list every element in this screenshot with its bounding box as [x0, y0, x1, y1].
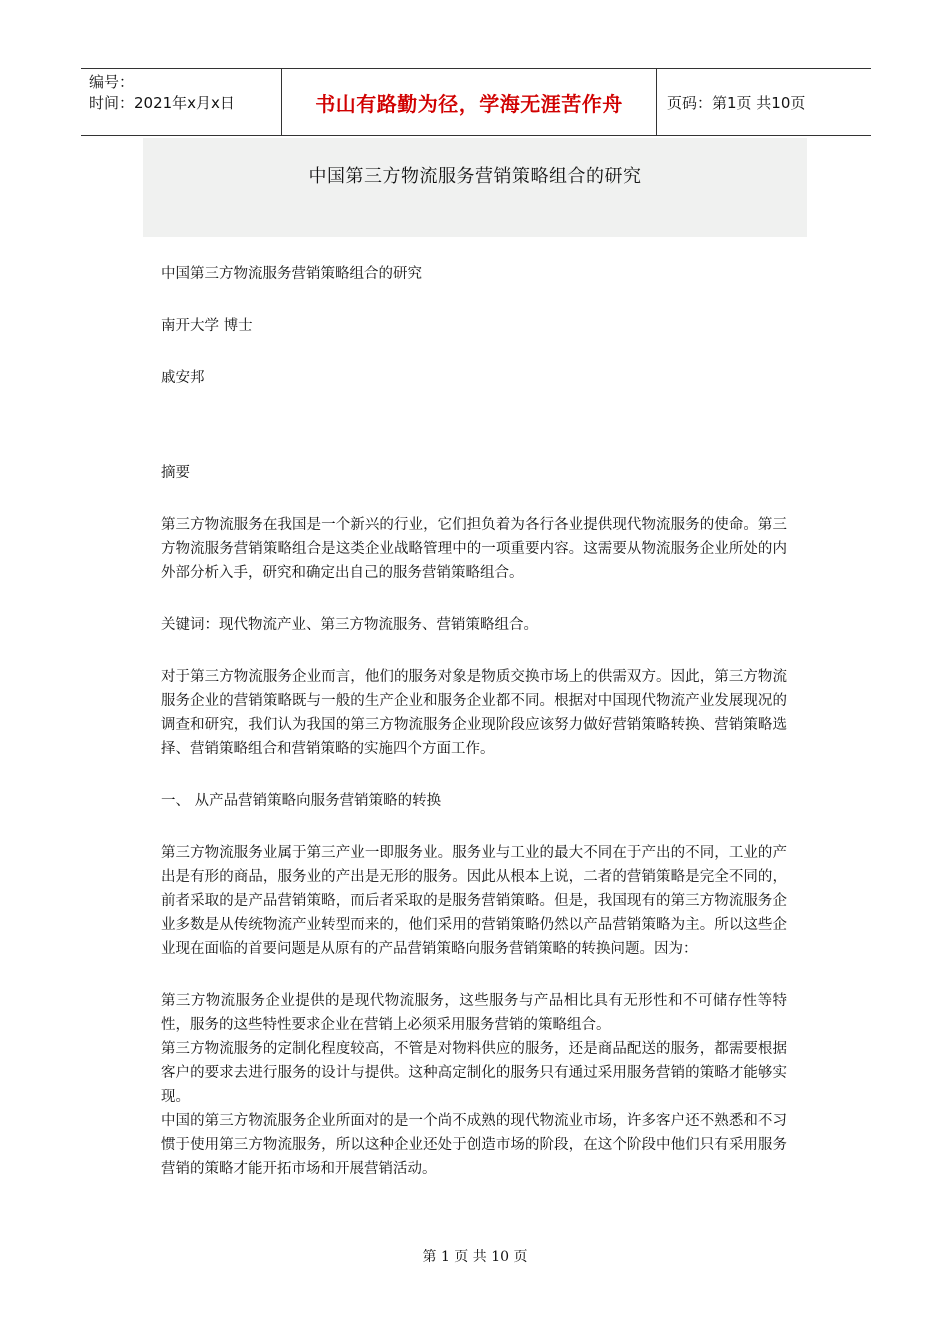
header-page-info: 页码：第1页 共10页	[667, 93, 806, 112]
author: 戚安邦	[161, 370, 205, 386]
document-title: 中国第三方物流服务营销策略组合的研究	[308, 166, 642, 187]
reason-1: 第三方物流服务企业提供的是现代物流服务，这些服务与产品相比具有无形性和不可储存性等特性，服务的这些特性要求企业在营销上必须采用服务营销的策略组合。	[161, 993, 787, 1033]
time-label: 时间：2021年x月x日	[89, 94, 235, 112]
abstract-heading: 摘要	[161, 465, 190, 481]
page-footer: 第 1 页 共 10 页	[422, 1249, 528, 1265]
reason-2: 第三方物流服务的定制化程度较高，不管是对物料供应的服务，还是商品配送的服务，都需要根据客户的要求去进行服务的设计与提供。这种高定制化的服务只有通过采用服务营销的策略才能够实现。	[161, 1041, 787, 1105]
section1-heading: 一、 从产品营销策略向服务营销策略的转换	[161, 793, 442, 809]
abstract-paragraph: 第三方物流服务在我国是一个新兴的行业，它们担负着为各行各业提供现代物流服务的使命。第三方物流服务营销策略组合是这类企业战略管理中的一项重要内容。这需要从物流服务企业所处的内外部分析入手，研究和确定出自己的服务营销策略组合。	[161, 517, 787, 581]
title-banner	[143, 138, 807, 237]
affiliation: 南开大学 博士	[161, 318, 253, 334]
header-motto: 书山有路勤为径，学海无涯苦作舟	[282, 69, 657, 135]
subtitle: 中国第三方物流服务营销策略组合的研究	[161, 266, 422, 282]
number-label: 编号：	[89, 73, 135, 91]
page-header	[81, 68, 871, 136]
keywords: 关键词：现代物流产业、第三方物流服务、营销策略组合。	[161, 617, 538, 633]
document-body	[161, 262, 787, 1181]
reason-3: 中国的第三方物流服务企业所面对的是一个尚不成熟的现代物流业市场，许多客户还不熟悉和不习惯于使用第三方物流服务，所以这种企业还处于创造市场的阶段，在这个阶段中他们只有采用服务营销的策略才能开拓市场和开展营销活动。	[161, 1113, 787, 1177]
intro-paragraph: 对于第三方物流服务企业而言，他们的服务对象是物质交换市场上的供需双方。因此，第三方物流服务企业的营销策略既与一般的生产企业和服务企业都不同。根据对中国现代物流产业发展现况的调查和研究，我们认为我国的第三方物流服务企业现阶段应该努力做好营销策略转换、营销策略选择、营销策略组合和营销策略的实施四个方面工作。	[161, 669, 787, 757]
header-meta	[81, 69, 282, 135]
section1-paragraph: 第三方物流服务业属于第三产业一即服务业。服务业与工业的最大不同在于产出的不同，工业的产出是有形的商品，服务业的产出是无形的服务。因此从根本上说，二者的营销策略是完全不同的，前者采取的是产品营销策略，而后者采取的是服务营销策略。但是，我国现有的第三方物流服务企业多数是从传统物流产业转型而来的，他们采用的营销策略仍然以产品营销策略为主。所以这些企业现在面临的首要问题是从原有的产品营销策略向服务营销策略的转换问题。因为：	[161, 845, 787, 957]
